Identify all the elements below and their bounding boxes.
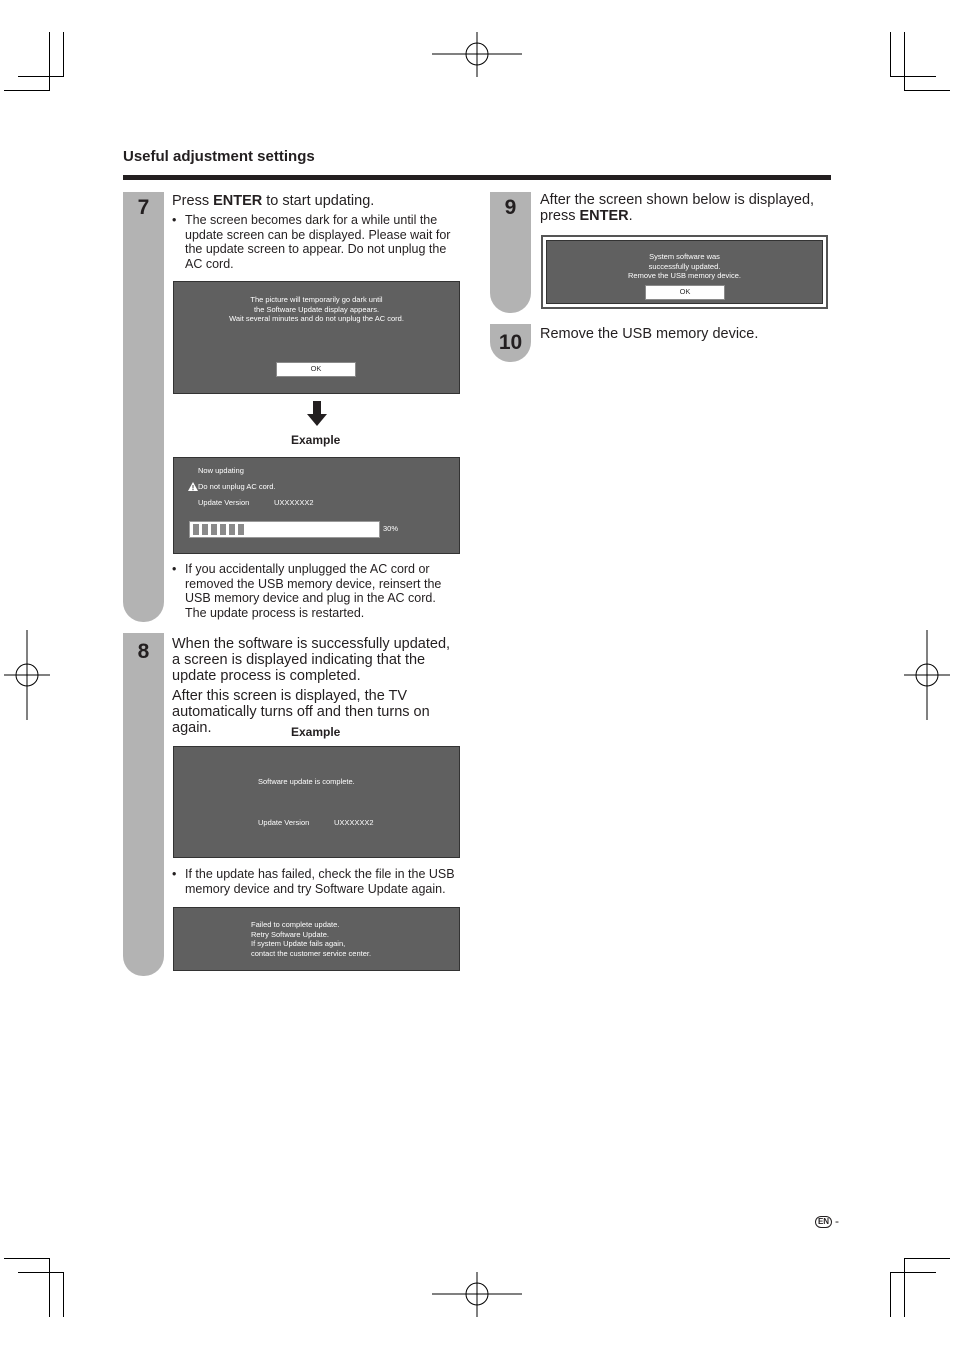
step-9-instruction-pre: After the screen shown below is displayed, press — [540, 192, 815, 224]
step-7-bullet-1-text: The screen becomes dark for a while until the update screen can be displayed. Please wait for the update screen to appear. Do not unplug the AC cord. — [185, 213, 451, 271]
page-suffix: - — [835, 1214, 839, 1228]
registration-mark-top — [432, 32, 522, 77]
success-screen-frame — [541, 235, 828, 309]
step-7-enter-key: ENTER — [213, 193, 263, 209]
step-10-instruction: Remove the USB memory device. — [540, 326, 759, 342]
arrow-down-icon — [307, 401, 327, 427]
warning-icon — [188, 482, 198, 491]
step-8-number: 8 — [137, 640, 150, 663]
update-failed-screen — [173, 907, 460, 971]
step-9-instruction-post: . — [628, 208, 633, 224]
language-badge-text: EN — [817, 1217, 830, 1226]
step-9-number: 9 — [504, 196, 517, 219]
step-7-example-label: Example — [291, 433, 341, 447]
registration-mark-bottom — [432, 1272, 522, 1317]
fail-line1: Failed to complete update. — [251, 920, 340, 929]
step-8-para-1: When the software is successfully updated, a screen is displayed indicating that the update process is completed. — [172, 636, 451, 684]
step-9-enter-key: ENTER — [579, 208, 629, 224]
progress-bar — [189, 521, 380, 538]
step-8-tab — [123, 633, 164, 976]
update-warning-screen — [173, 281, 460, 394]
step-7-bullet-2-text: If you accidentally unplugged the AC cord or removed the USB memory device, reinsert the USB memory device and plug in the AC cord. The update process is restarted. — [185, 562, 442, 620]
step-10-number: 10 — [498, 331, 523, 354]
step-9-instruction — [540, 192, 830, 224]
step-7-tab — [123, 192, 164, 622]
language-badge — [815, 1216, 832, 1228]
update-version-label: Update Version — [198, 498, 250, 507]
bullet-dot: • — [172, 213, 177, 227]
step-7-number: 7 — [137, 196, 150, 219]
registration-mark-left — [4, 630, 50, 720]
step-8-example-label: Example — [291, 725, 341, 739]
complete-version-label: Update Version — [258, 818, 310, 827]
step-7-bullet-2 — [172, 562, 457, 622]
fail-line3: If system Update fails again, — [251, 939, 346, 948]
registration-mark-right — [904, 630, 950, 720]
screen1-line1: The picture will temporarily go dark until — [250, 295, 383, 304]
ok-button[interactable]: OK — [276, 362, 356, 377]
fail-line2: Retry Software Update. — [251, 929, 329, 939]
success-line2: successfully updated. — [648, 261, 721, 271]
step-7-instruction-post: to start updating. — [262, 193, 375, 209]
update-success-screen — [546, 240, 823, 304]
screen1-line2: the Software Update display appears. — [253, 304, 380, 314]
bullet-dot: • — [172, 867, 177, 881]
section-title: Useful adjustment settings — [123, 148, 315, 165]
complete-message: Software update is complete. — [258, 777, 355, 786]
title-rule — [123, 175, 831, 180]
step-8-bullet — [172, 867, 457, 899]
complete-version-value: UXXXXXX2 — [334, 818, 374, 827]
progress-percent: 30% — [383, 524, 399, 533]
now-updating-title: Now updating — [198, 466, 244, 475]
success-line1: System software was — [649, 252, 720, 261]
step-7-bullet-1 — [172, 213, 457, 273]
success-ok-button[interactable]: OK — [645, 285, 725, 300]
step-7-instruction — [172, 193, 462, 209]
step-8-bullet-text: If the update has failed, check the file in the USB memory device and try Software Update again. — [185, 867, 455, 896]
update-complete-screen — [173, 746, 460, 858]
now-updating-screen — [173, 457, 460, 554]
fail-line4: contact the customer service center. — [251, 948, 372, 958]
step-7-instruction-pre: Press — [172, 193, 214, 209]
step-8-para-2: After this screen is displayed, the TV automatically turns off and then turns on again. — [172, 688, 430, 736]
warning-text: Do not unplug AC cord. — [198, 482, 276, 491]
update-version-value: UXXXXXX2 — [274, 498, 314, 507]
bullet-dot: • — [172, 562, 177, 576]
screen1-line3: Wait several minutes and do not unplug the AC cord. — [229, 314, 404, 323]
success-line3: Remove the USB memory device. — [628, 271, 741, 280]
